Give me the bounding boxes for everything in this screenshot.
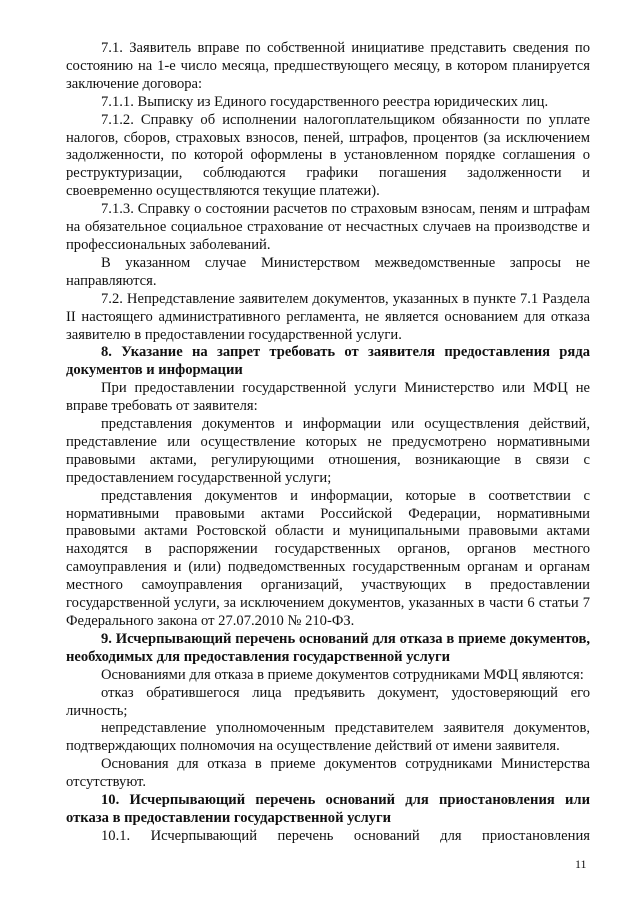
paragraph-9-ministry: Основания для отказа в приеме документов сотрудниками Министерства отсутствуют. bbox=[66, 756, 590, 791]
paragraph-no-requests: В указанном случае Министерством межведомственные запросы не направляются. bbox=[66, 254, 590, 289]
section-heading-8: 8. Указание на запрет требовать от заявителя предоставления ряда документов и информации bbox=[66, 344, 590, 379]
paragraph-10-1: 10.1. Исчерпывающий перечень оснований для приостановления bbox=[101, 827, 590, 844]
paragraph-7-1-3: 7.1.3. Справку о состоянии расчетов по страховым взносам, пеням и штрафам на обязательное социальное страхование от несчастных случаев на производстве и профессиональных заболеваний. bbox=[66, 201, 590, 253]
paragraph-8-intro: При предоставлении государственной услуги Министерство или МФЦ не вправе требовать от заявителя: bbox=[66, 380, 590, 415]
paragraph-9-item-2: непредставление уполномоченным представителем заявителя документов, подтверждающих полномочия на осуществление действий от имени заявителя. bbox=[66, 720, 590, 755]
paragraph-9-item-1: отказ обратившегося лица предъявить документ, удостоверяющий его личность; bbox=[66, 684, 590, 719]
document-page bbox=[66, 40, 590, 846]
paragraph-7-1: 7.1. Заявитель вправе по собственной инициативе представить сведения по состоянию на 1-е число месяца, предшествующего месяцу, в котором планируется заключение договора: bbox=[66, 40, 590, 92]
paragraph-7-1-2: 7.1.2. Справку об исполнении налогоплательщиком обязанности по уплате налогов, сборов, страховых взносов, пеней, штрафов, процентов (за исключением задолженности, по которой оформлены в установленном порядке соглашения о реструктуризации, соблюдаются графики погашения задолженности и своевременно осуществляются текущие платежи). bbox=[66, 111, 590, 200]
paragraph-8-item-1: представления документов и информации или осуществления действий, представление или осуществление которых не предусмотрено нормативными правовыми актами, регулирующими отношения, возникающие в связи с предоставлением государственной услуги; bbox=[66, 416, 590, 486]
section-heading-9: 9. Исчерпывающий перечень оснований для отказа в приеме документов, необходимых для предоставления государственной услуги bbox=[66, 630, 590, 665]
page-number: 11 bbox=[575, 857, 587, 871]
paragraph-7-2: 7.2. Непредставление заявителем документов, указанных в пункте 7.1 Раздела II настоящего административного регламента, не является основанием для отказа заявителю в предоставлении государственной услуги. bbox=[66, 290, 590, 343]
section-heading-10: 10. Исчерпывающий перечень оснований для приостановления или отказа в предоставлении государственной услуги bbox=[66, 792, 590, 826]
paragraph-8-item-2: представления документов и информации, которые в соответствии с нормативными правовыми актами Российской Федерации, нормативными правовыми актами Ростовской области и муниципальными правовыми актами находятся в распоряжении государственных органов, органов местного самоуправления и (или) подведомственных государственным органам и органам местного самоуправления организаций, участвующих в предоставлении государственной услуги, за исключением документов, указанных в части 6 статьи 7 Федерального закона от 27.07.2010 № 210-ФЗ. bbox=[66, 487, 590, 629]
paragraph-7-1-1: 7.1.1. Выписку из Единого государственного реестра юридических лиц. bbox=[101, 93, 549, 110]
paragraph-9-intro: Основаниями для отказа в приеме документов сотрудниками МФЦ являются: bbox=[101, 666, 584, 683]
